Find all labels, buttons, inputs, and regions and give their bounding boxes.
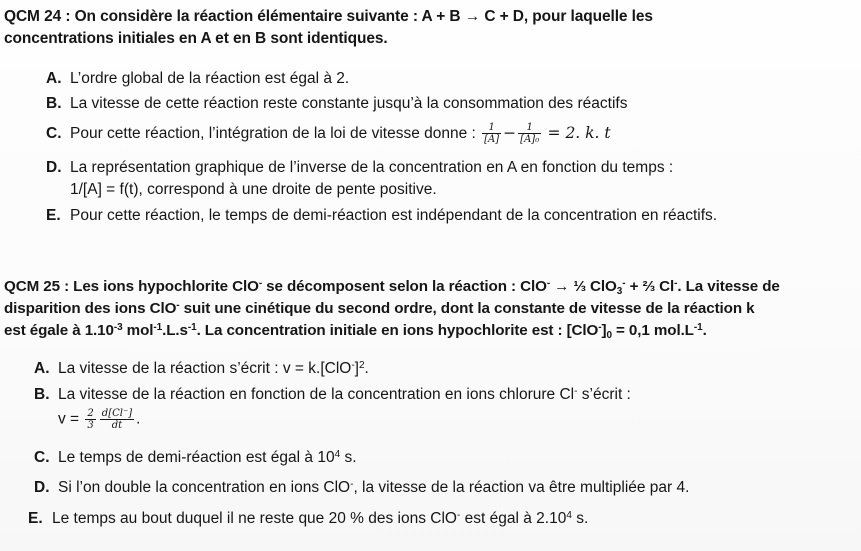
q24-option-d[interactable]	[46, 157, 673, 201]
q25-option-a[interactable]: A. La vitesse de la réaction s’écrit : $v = k.[ClO^-]^2$.	[34, 358, 369, 380]
q24-option-e[interactable]	[46, 205, 717, 227]
q24-intro-end: , pour laquelle les	[523, 8, 653, 25]
option-text: La vitesse de la réaction s’écrit : v = k.[ClO	[58, 360, 352, 377]
q24-intro: QCM 24 : On considère la réaction élémentaire suivante :	[4, 8, 422, 25]
q24-option-c[interactable]	[46, 122, 611, 145]
option-text: Pour cette réaction, le temps de demi-réaction est indépendant de la concentration en réactifs.	[70, 207, 718, 224]
option-letter: C.	[46, 125, 62, 142]
option-letter: E.	[28, 510, 43, 527]
option-text: Si l’on double la concentration en ions ClO	[58, 479, 351, 496]
minus-sign: −	[503, 124, 517, 142]
rate-equation: v = $\frac{2}{3}$ $\frac{d[Cl^-]}{dt}$ .	[58, 408, 141, 431]
option-letter: C.	[34, 449, 50, 466]
fraction-inverse-a0: $\frac{1}{\text{[A]₀}}$	[520, 122, 540, 146]
q25-option-e[interactable]: E. Le temps au bout duquel il ne reste que 20 % des ions ClO- est égal à 2.10$^4$ s.	[28, 508, 588, 530]
q25-option-b[interactable]: B. La vitesse de la réaction en fonction de la concentration en ions chlorure Cl- s’écrit : v = $\frac{2}{3}$ $\frac{d[Cl^-]}{dt}$ .	[34, 386, 631, 431]
option-text: L’ordre global de la réaction est égal à 2.	[70, 70, 350, 87]
option-text: Le temps au bout duquel il ne reste que 20 % des ions ClO	[52, 510, 457, 527]
option-letter: D.	[34, 479, 50, 496]
option-letter: A.	[34, 360, 50, 377]
option-text: La vitesse de la réaction en fonction de la concentration en ions chlorure Cl	[58, 386, 575, 403]
option-letter: B.	[34, 386, 50, 403]
option-letter: A.	[46, 70, 62, 87]
option-letter: E.	[46, 207, 61, 224]
fraction-inverse-a: $\frac{1}{[A]}$	[484, 122, 500, 146]
option-text: Pour cette réaction, l’intégration de la loi de vitesse donne :	[70, 125, 481, 142]
equation-tail: = 2. k. t	[547, 124, 611, 142]
option-text: La représentation graphique de l’inverse de la concentration en A en fonction du temps :	[70, 159, 674, 176]
option-letter: D.	[46, 159, 62, 176]
q24-statement	[4, 6, 854, 50]
option-text: La vitesse de cette réaction reste constante jusqu’à la consommation des réactifs	[70, 95, 628, 112]
option-text: Le temps de demi-réaction est égal à 10	[58, 449, 335, 466]
q24-option-b[interactable]	[46, 93, 627, 115]
q25-option-c[interactable]: C. Le temps de demi-réaction est égal à $10^4$ s.	[34, 447, 357, 469]
q24-option-a[interactable]	[46, 68, 349, 90]
option-text-line2: 1/[A] = f(t), correspond à une droite de pente positive.	[70, 181, 437, 198]
q25-statement: QCM 25 : Les ions hypochlorite ClO- se décomposent selon la réaction : ClO- → ⅓ ClO$_3$- + ⅔ Cl-. La vitesse de disparition des ions ClO- suit une cinétique du second ordre, dont la constante de vitesse de la réaction k est égale à $1.10^{-3}$ $mol^{-1}.L.s^{-1}$. La concentration initiale en ions hypochlorite est : $[ClO^-]_0 = 0,1$ $mol.L^{-1}$.	[4, 278, 780, 341]
option-letter: B.	[46, 95, 62, 112]
q25-option-d[interactable]: D. Si l’on double la concentration en ions ClO-, la vitesse de la réaction va être multipliée par 4.	[34, 477, 689, 499]
q24-reaction: A + B → C + D	[421, 8, 524, 25]
fraction-derivative: $\frac{d[Cl^-]}{dt}$	[101, 408, 133, 431]
q24-statement-line2: concentrations initiales en A et en B sont identiques.	[4, 30, 388, 47]
fraction-two-thirds: $\frac{2}{3}$	[87, 408, 94, 431]
